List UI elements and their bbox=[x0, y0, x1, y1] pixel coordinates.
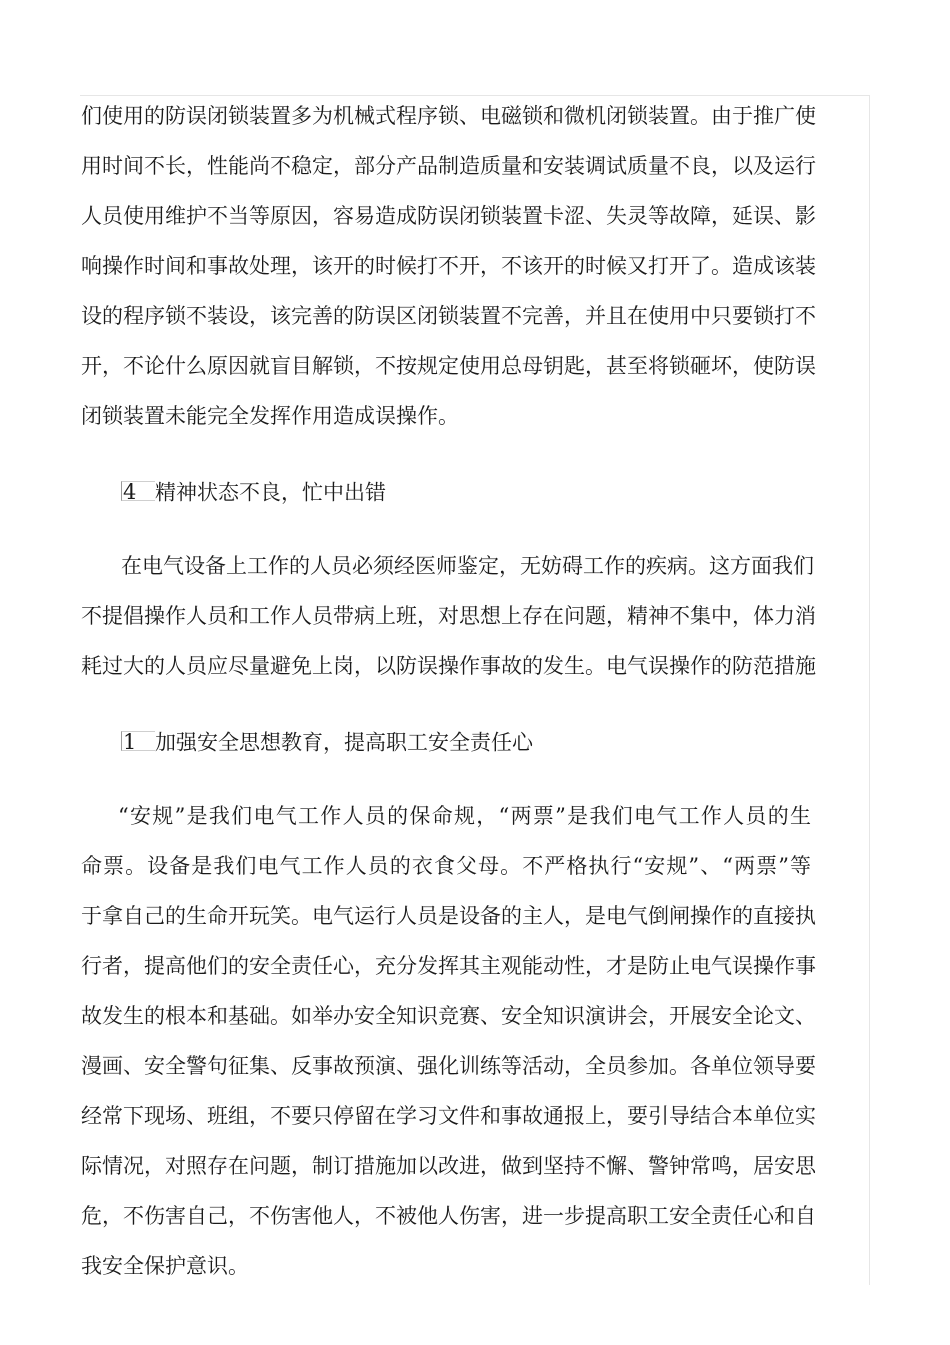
paragraph-line: 际情况，对照存在问题，制订措施加以改进，做到坚持不懈、警钟常鸣，居安思 bbox=[81, 1154, 816, 1178]
paragraph-line: 我安全保护意识。 bbox=[81, 1254, 249, 1278]
page-border-top bbox=[80, 95, 870, 96]
paragraph-line: 们使用的防误闭锁装置多为机械式程序锁、电磁锁和微机闭锁装置。由于推广使 bbox=[81, 104, 816, 128]
paragraph-line: 设的程序锁不装设，该完善的防误区闭锁装置不完善，并且在使用中只要锁打不 bbox=[81, 304, 816, 328]
section-heading bbox=[121, 726, 533, 756]
section-heading bbox=[121, 476, 386, 506]
page-border-right bbox=[869, 95, 870, 1285]
paragraph-line: 于拿自己的生命开玩笑。电气运行人员是设备的主人，是电气倒闸操作的直接执 bbox=[81, 904, 816, 928]
paragraph-line: 在电气设备上工作的人员必须经医师鉴定，无妨碍工作的疾病。这方面我们 bbox=[121, 554, 814, 578]
paragraph-line: 危，不伤害自己，不伤害他人，不被他人伤害，进一步提高职工安全责任心和自 bbox=[81, 1204, 816, 1228]
paragraph-line: 漫画、安全警句征集、反事故预演、强化训练等活动，全员参加。各单位领导要 bbox=[81, 1054, 816, 1078]
paragraph-line: 开，不论什么原因就盲目解锁，不按规定使用总母钥匙，甚至将锁砸坏，使防误 bbox=[81, 354, 816, 378]
paragraph-line: “安规”是我们电气工作人员的保命规，“两票”是我们电气工作人员的生 bbox=[118, 804, 811, 828]
heading-number: 4 bbox=[121, 481, 155, 501]
heading-text: 加强安全思想教育，提高职工安全责任心 bbox=[155, 730, 533, 755]
heading-text: 精神状态不良，忙中出错 bbox=[155, 480, 386, 505]
paragraph-line: 故发生的根本和基础。如举办安全知识竞赛、安全知识演讲会，开展安全论文、 bbox=[81, 1004, 816, 1028]
paragraph-line: 响操作时间和事故处理，该开的时候打不开，不该开的时候又打开了。造成该装 bbox=[81, 254, 816, 278]
paragraph-line: 经常下现场、班组，不要只停留在学习文件和事故通报上，要引导结合本单位实 bbox=[81, 1104, 816, 1128]
heading-number: 1 bbox=[121, 731, 155, 751]
paragraph-line: 命票。设备是我们电气工作人员的衣食父母。不严格执行“安规”、“两票”等 bbox=[81, 854, 811, 878]
paragraph-line: 人员使用维护不当等原因，容易造成防误闭锁装置卡涩、失灵等故障，延误、影 bbox=[81, 204, 816, 228]
paragraph-line: 行者，提高他们的安全责任心，充分发挥其主观能动性，才是防止电气误操作事 bbox=[81, 954, 816, 978]
paragraph-line: 不提倡操作人员和工作人员带病上班，对思想上存在问题，精神不集中，体力消 bbox=[81, 604, 816, 628]
paragraph-line: 闭锁装置未能完全发挥作用造成误操作。 bbox=[81, 404, 459, 428]
paragraph-line: 耗过大的人员应尽量避免上岗，以防误操作事故的发生。电气误操作的防范措施 bbox=[81, 654, 816, 678]
paragraph-line: 用时间不长，性能尚不稳定，部分产品制造质量和安装调试质量不良，以及运行 bbox=[81, 154, 816, 178]
